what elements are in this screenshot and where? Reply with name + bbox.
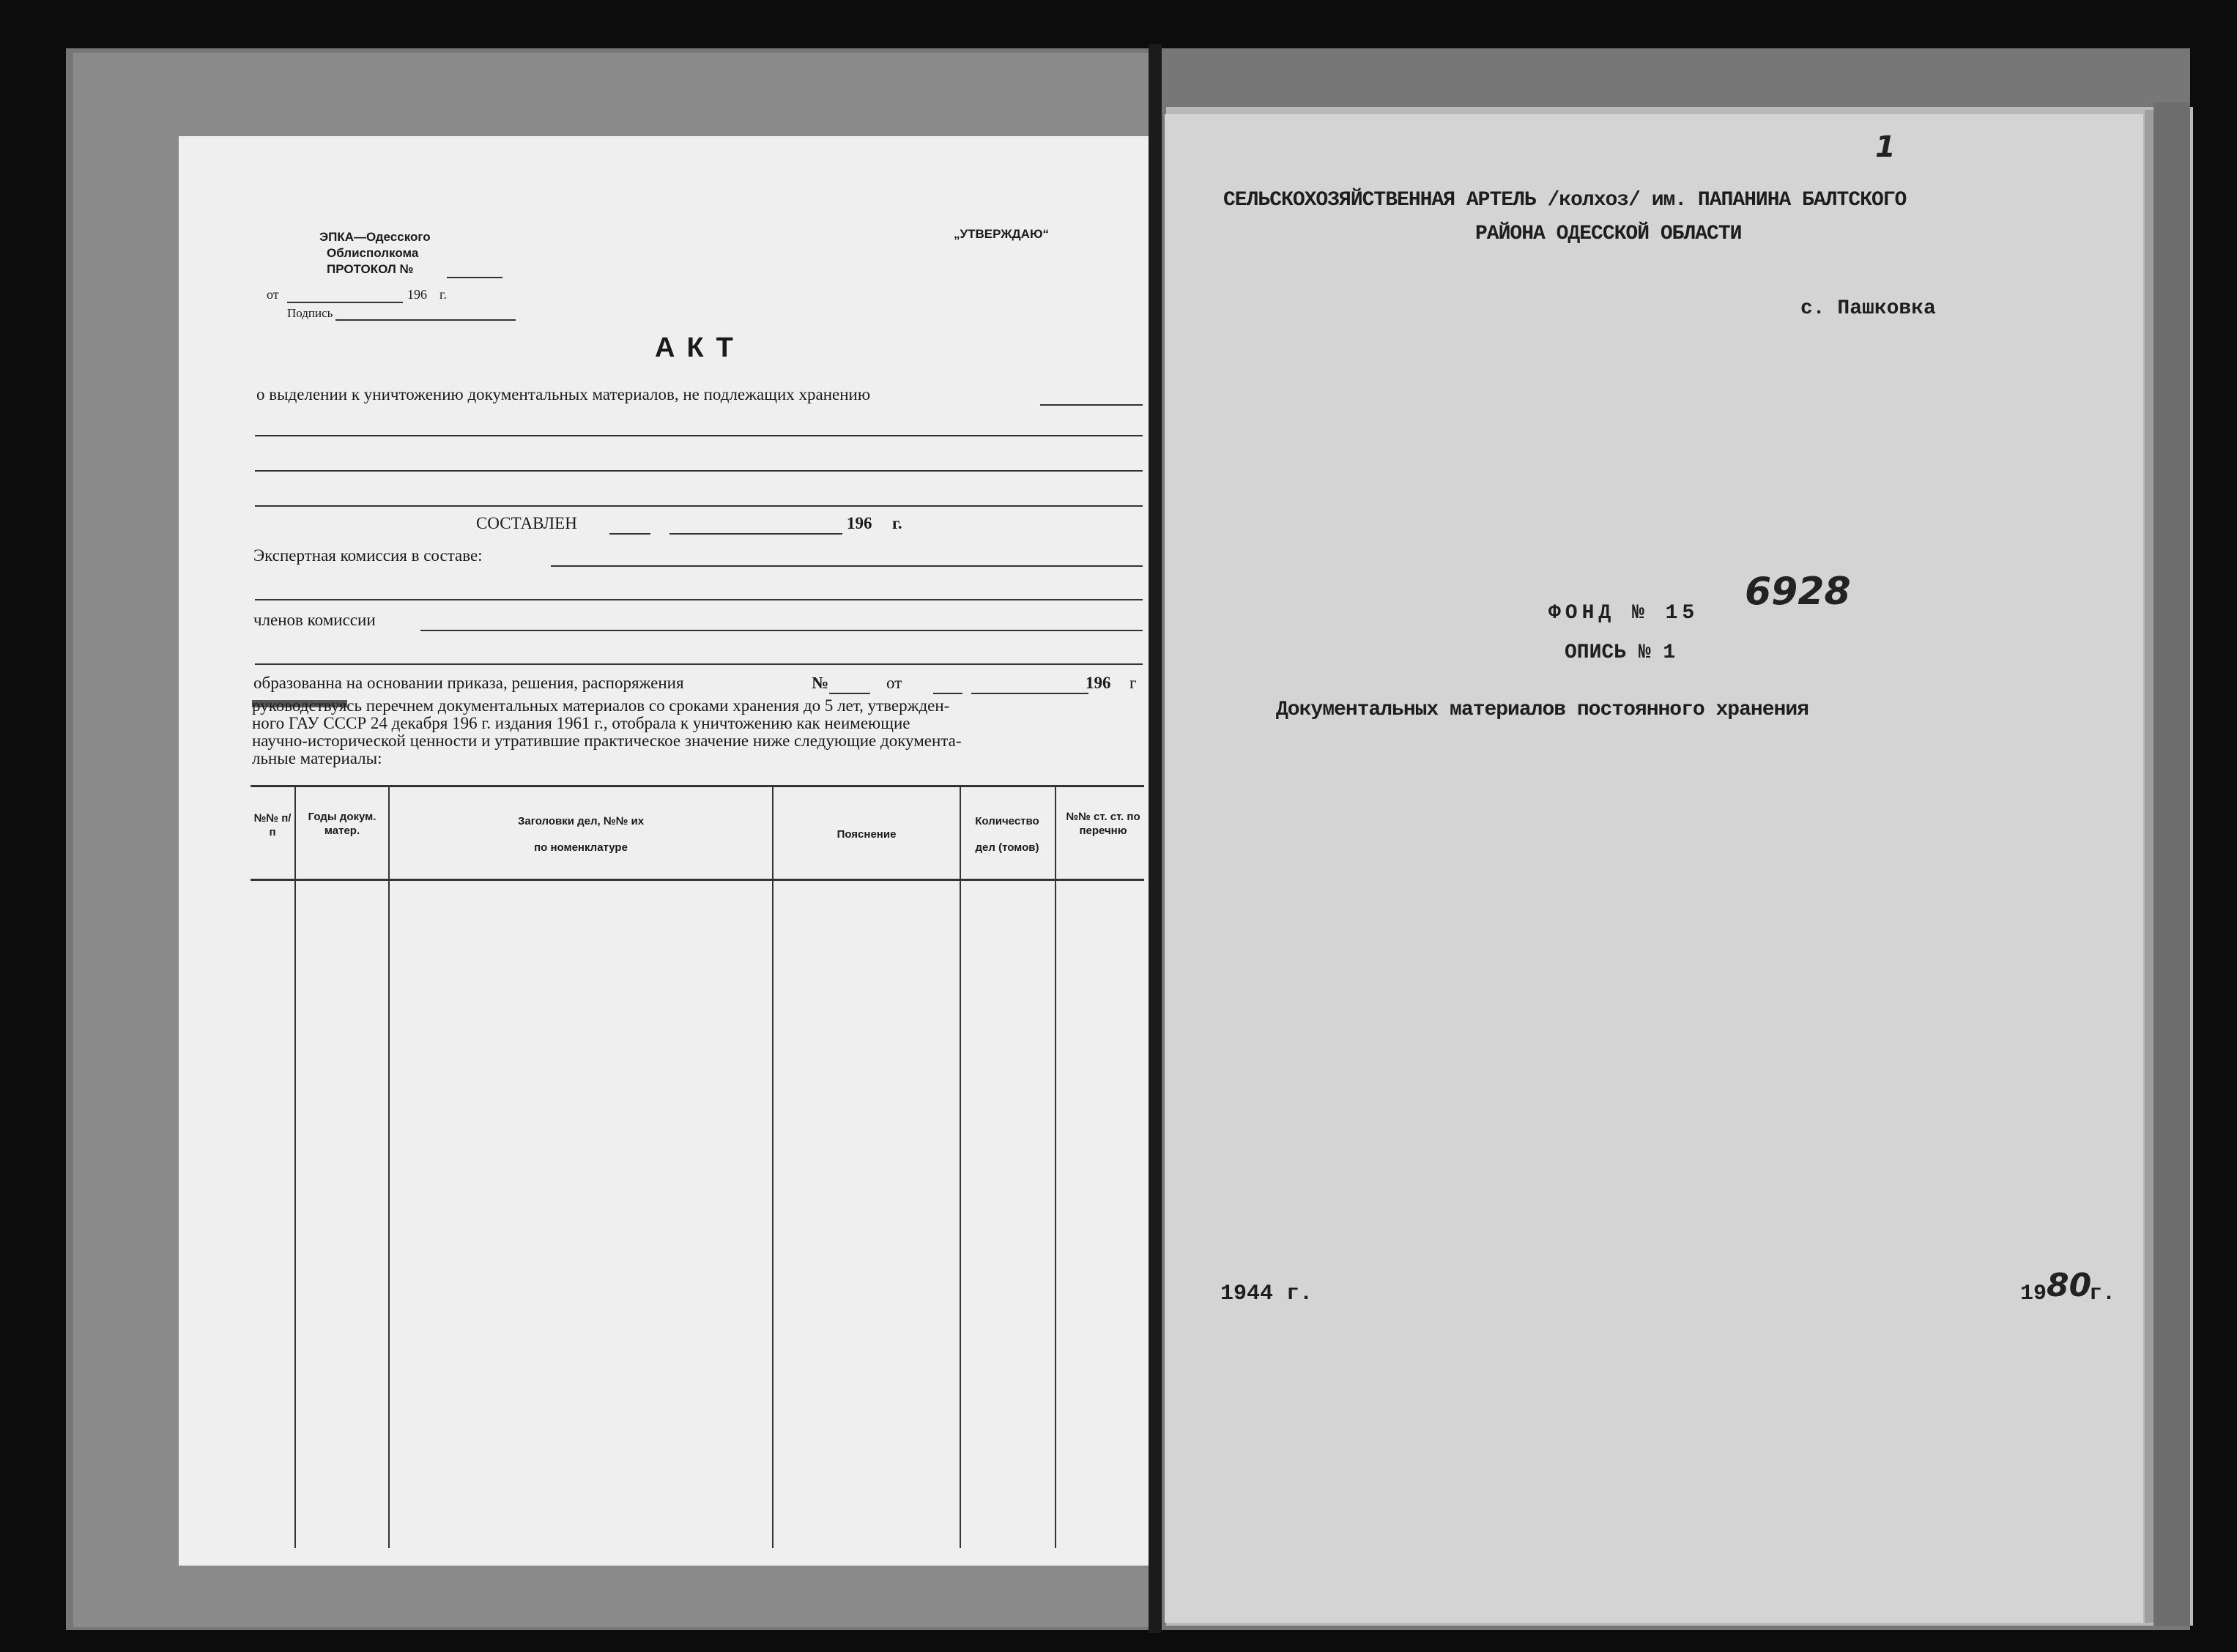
table-col-divider-5 bbox=[1055, 785, 1056, 1548]
organization-header-line2: РАЙОНА ОДЕССКОЙ ОБЛАСТИ bbox=[1475, 223, 1742, 245]
signature-label: Подпись bbox=[287, 306, 333, 320]
approval-line1: ЭПКА—Одесского bbox=[319, 230, 431, 244]
members-line-2 bbox=[255, 663, 1143, 665]
approval-date-year: 196 bbox=[407, 287, 427, 302]
paragraph-line-3: научно-исторической ценности и утратившие практическое значение ниже следующие документа- bbox=[252, 732, 962, 750]
inventory-description: Документальных материалов постоянного хранения bbox=[1276, 699, 1808, 721]
approval-date-prefix: от bbox=[267, 287, 279, 302]
subtitle-line-end bbox=[1040, 404, 1143, 406]
commission-label: Экспертная комиссия в составе: bbox=[253, 546, 483, 565]
table-col-divider-1 bbox=[294, 785, 296, 1548]
blank-line-1 bbox=[255, 435, 1143, 436]
paragraph-line-1: руководствуясь перечнем документальных материалов со сроками хранения до 5 лет, утвержден- bbox=[252, 696, 950, 715]
table-col-divider-4 bbox=[960, 785, 961, 1548]
composed-month-line bbox=[669, 533, 842, 535]
basis-day-line bbox=[933, 693, 962, 694]
th-titles-1: Заголовки дел, №№ их bbox=[517, 815, 645, 827]
year-end-prefix: 19 bbox=[2020, 1281, 2047, 1306]
opis-label: ОПИСЬ № 1 bbox=[1565, 641, 1676, 664]
th-notes: Пояснение bbox=[836, 828, 897, 841]
signature-line bbox=[335, 319, 516, 321]
basis-number-label: № bbox=[812, 674, 829, 692]
fond-number-handwritten: 6928 bbox=[1745, 570, 1851, 614]
th-titles-2: по номенклатуре bbox=[534, 841, 628, 854]
basis-month-line bbox=[971, 693, 1088, 694]
th-num: №№ п/п bbox=[253, 812, 292, 838]
left-page-act-form bbox=[179, 136, 1153, 1566]
approval-date-line bbox=[287, 302, 403, 303]
right-page-inventory-title bbox=[1165, 114, 2143, 1623]
blank-line-3 bbox=[255, 505, 1143, 507]
table-header-bottom-border bbox=[251, 879, 1144, 881]
basis-from: от bbox=[886, 674, 902, 692]
basis-number-line bbox=[829, 693, 870, 694]
th-article: №№ ст. ст. по перечню bbox=[1066, 811, 1140, 837]
commission-line-2 bbox=[255, 599, 1143, 600]
approval-date-suffix: г. bbox=[439, 287, 447, 302]
protocol-label: ПРОТОКОЛ № bbox=[327, 262, 414, 276]
basis-suffix: г bbox=[1129, 674, 1137, 692]
folder-cover-right bbox=[2153, 103, 2190, 1626]
fond-label: ФОНД № 15 bbox=[1548, 602, 1699, 625]
act-subtitle: о выделении к уничтожению документальных материалов, не подлежащих хранению bbox=[256, 385, 871, 403]
handwritten-sheet-number: 1 bbox=[1875, 130, 1896, 164]
village-name: с. Пашковка bbox=[1800, 297, 1936, 320]
th-count-1: Количество bbox=[975, 815, 1039, 827]
table-top-border bbox=[251, 785, 1144, 787]
act-title: АКТ bbox=[655, 332, 745, 363]
basis-text: образованна на основании приказа, решения, распоряжения bbox=[253, 674, 684, 692]
basis-year: 196 bbox=[1086, 674, 1111, 692]
members-label: членов комиссии bbox=[253, 611, 376, 629]
year-end-suffix: г. bbox=[2089, 1281, 2116, 1306]
paragraph-line-4: льные материалы: bbox=[252, 749, 382, 767]
table-col-divider-3 bbox=[772, 785, 774, 1548]
commission-line bbox=[551, 565, 1143, 567]
paragraph-line-2: ного ГАУ СССР 24 декабря 196 г. издания 1961 г., отобрала к уничтожению как неимеющие bbox=[252, 714, 910, 732]
composed-suffix: г. bbox=[892, 514, 902, 532]
year-end-handwritten: 80 bbox=[2047, 1267, 2092, 1304]
year-start: 1944 г. bbox=[1220, 1281, 1313, 1306]
right-page-edge bbox=[2145, 110, 2153, 1623]
composed-label: СОСТАВЛЕН bbox=[476, 514, 577, 532]
approve-label: „УТВЕРЖДАЮ“ bbox=[954, 227, 1049, 241]
members-line bbox=[420, 630, 1143, 631]
composed-year: 196 bbox=[847, 514, 872, 532]
organization-header-line1: СЕЛЬСКОХОЗЯЙСТВЕННАЯ АРТЕЛЬ /колхоз/ им. ПАПАНИНА БАЛТСКОГО bbox=[1223, 189, 1907, 212]
composed-day-line bbox=[609, 533, 650, 535]
approval-line2: Облисполкома bbox=[327, 246, 419, 260]
binding-fold bbox=[1149, 44, 1162, 1633]
th-years: Годы докум. матер. bbox=[308, 811, 376, 837]
table-col-divider-2 bbox=[388, 785, 390, 1548]
protocol-number-line bbox=[447, 277, 502, 278]
blank-line-2 bbox=[255, 470, 1143, 472]
th-count-2: дел (томов) bbox=[975, 841, 1039, 854]
